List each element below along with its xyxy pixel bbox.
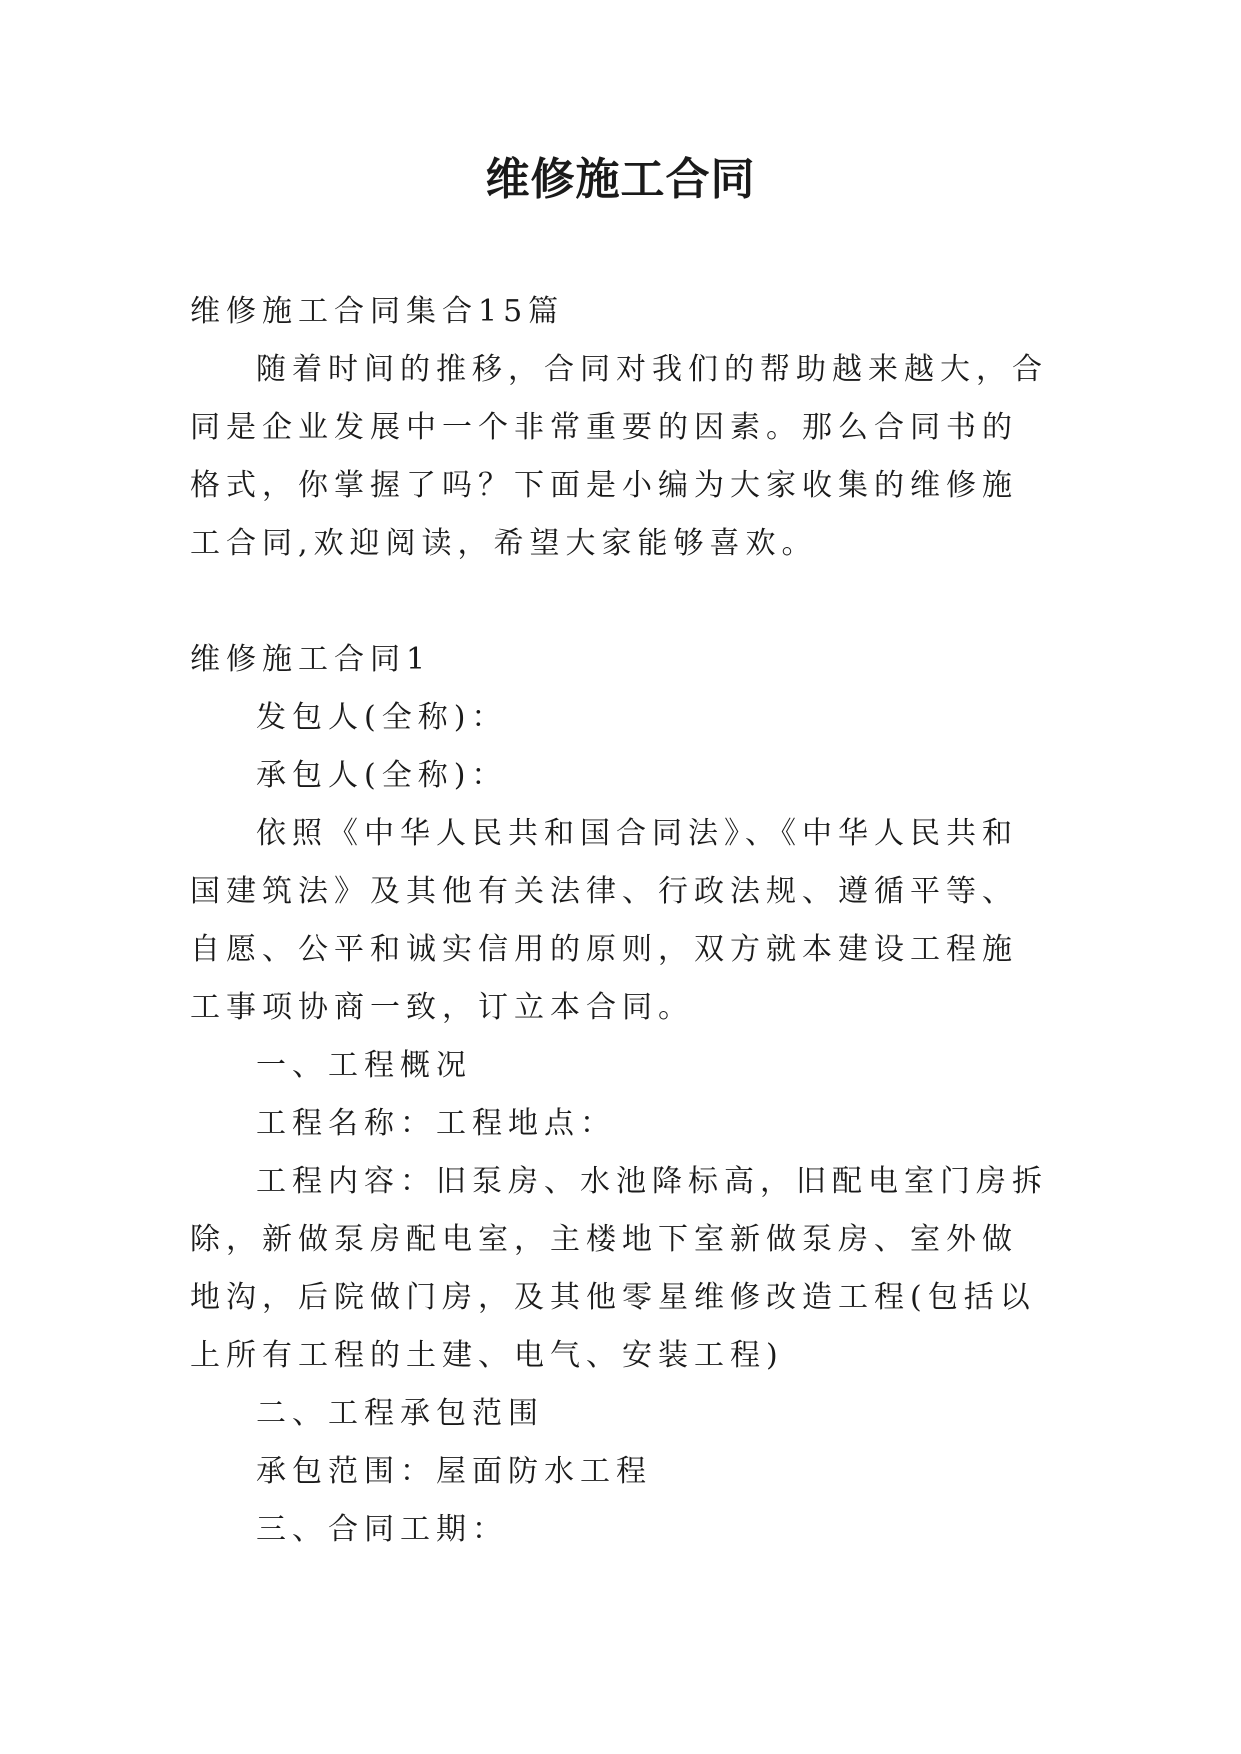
item1-heading: 一、工程概况 (256, 1048, 472, 1083)
section-heading: 维修施工合同1 (190, 642, 432, 677)
paragraph-spacer (190, 573, 1052, 631)
intro-paragraph: 随着时间的推移，合同对我们的帮助越来越大，合同是企业发展中一个非常重要的因素。那么合同书的格式，你掌握了吗？下面是小编为大家收集的维修施工合同,欢迎阅读，希望大家能够喜欢。 (190, 352, 1048, 561)
party-b-line: 承包人(全称)： (256, 758, 508, 793)
item2-heading: 二、工程承包范围 (256, 1396, 544, 1431)
party-a-line: 发包人(全称)： (256, 700, 508, 735)
document-body (190, 283, 1052, 1559)
item1-content-paragraph: 工程内容：旧泵房、水池降标高，旧配电室门房拆除，新做泵房配电室，主楼地下室新做泵房、室外做地沟，后院做门房，及其他零星维修改造工程(包括以上所有工程的土建、电气、安装工程) (190, 1164, 1048, 1373)
item1-name-location: 工程名称：工程地点： (256, 1106, 616, 1141)
legal-basis-paragraph: 依照《中华人民共和国合同法》、《中华人民共和国建筑法》及其他有关法律、行政法规、遵循平等、自愿、公平和诚实信用的原则，双方就本建设工程施工事项协商一致，订立本合同。 (190, 816, 1018, 1025)
document-title: 维修施工合同 (485, 154, 756, 205)
item3-heading: 三、合同工期： (256, 1512, 508, 1547)
item2-scope: 承包范围：屋面防水工程 (256, 1454, 652, 1489)
document-subtitle: 维修施工合同集合15篇 (190, 294, 565, 329)
